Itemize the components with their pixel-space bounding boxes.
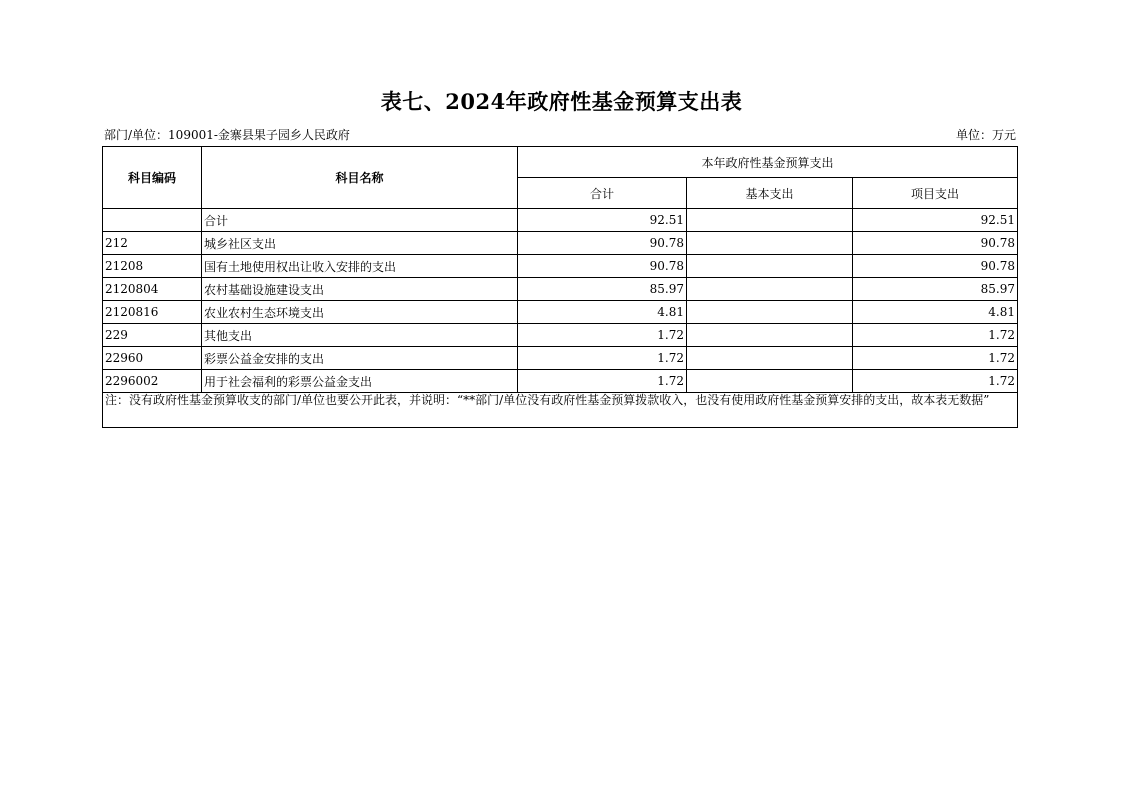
row-project: 4.81	[853, 301, 1018, 324]
row-code: 21208	[103, 255, 202, 278]
row-name: 用于社会福利的彩票公益金支出	[202, 370, 518, 393]
row-name: 彩票公益金安排的支出	[202, 347, 518, 370]
table-row	[103, 347, 1018, 370]
header-name: 科目名称	[202, 147, 518, 209]
row-code: 2120816	[103, 301, 202, 324]
row-name: 城乡社区支出	[202, 232, 518, 255]
row-total: 4.81	[518, 301, 687, 324]
row-total: 85.97	[518, 278, 687, 301]
row-basic	[687, 278, 853, 301]
row-name: 农村基础设施建设支出	[202, 278, 518, 301]
row-name: 其他支出	[202, 324, 518, 347]
row-code: 2296002	[103, 370, 202, 393]
row-basic	[687, 232, 853, 255]
row-basic	[687, 301, 853, 324]
row-basic	[687, 347, 853, 370]
row-total: 90.78	[518, 232, 687, 255]
header-total: 合计	[518, 178, 687, 209]
row-total: 90.78	[518, 255, 687, 278]
row-code: 229	[103, 324, 202, 347]
row-basic	[687, 370, 853, 393]
header-basic: 基本支出	[687, 178, 853, 209]
unit-label: 单位：万元	[955, 128, 1016, 142]
row-total: 1.72	[518, 324, 687, 347]
row-total: 1.72	[518, 347, 687, 370]
table-row	[103, 370, 1018, 393]
table-row	[103, 255, 1018, 278]
table-row	[103, 278, 1018, 301]
row-basic	[687, 209, 853, 232]
row-project: 85.97	[853, 278, 1018, 301]
page-title: 表七、2024年政府性基金预算支出表	[380, 89, 743, 114]
table-row	[103, 209, 1018, 232]
department-label: 部门/单位：109001-金寨县果子园乡人民政府	[104, 128, 350, 142]
row-project: 1.72	[853, 324, 1018, 347]
budget-table	[102, 146, 1018, 428]
row-code: 212	[103, 232, 202, 255]
row-code: 2120804	[103, 278, 202, 301]
table-row	[103, 301, 1018, 324]
header-code: 科目编码	[103, 147, 202, 209]
row-project: 90.78	[853, 232, 1018, 255]
row-name: 农业农村生态环境支出	[202, 301, 518, 324]
row-total: 92.51	[518, 209, 687, 232]
row-basic	[687, 324, 853, 347]
table-note: 注：没有政府性基金预算收支的部门/单位也要公开此表，并说明：“**部门/单位没有政府性基金预算拨款收入，也没有使用政府性基金预算安排的支出，故本表无数据”	[103, 393, 1018, 428]
row-basic	[687, 255, 853, 278]
row-project: 90.78	[853, 255, 1018, 278]
header-project: 项目支出	[853, 178, 1018, 209]
row-project: 1.72	[853, 347, 1018, 370]
table-row	[103, 324, 1018, 347]
row-code	[103, 209, 202, 232]
row-name: 国有土地使用权出让收入安排的支出	[202, 255, 518, 278]
row-name: 合计	[202, 209, 518, 232]
header-group: 本年政府性基金预算支出	[518, 147, 1018, 178]
row-project: 92.51	[853, 209, 1018, 232]
row-project: 1.72	[853, 370, 1018, 393]
row-code: 22960	[103, 347, 202, 370]
table-row	[103, 232, 1018, 255]
row-total: 1.72	[518, 370, 687, 393]
